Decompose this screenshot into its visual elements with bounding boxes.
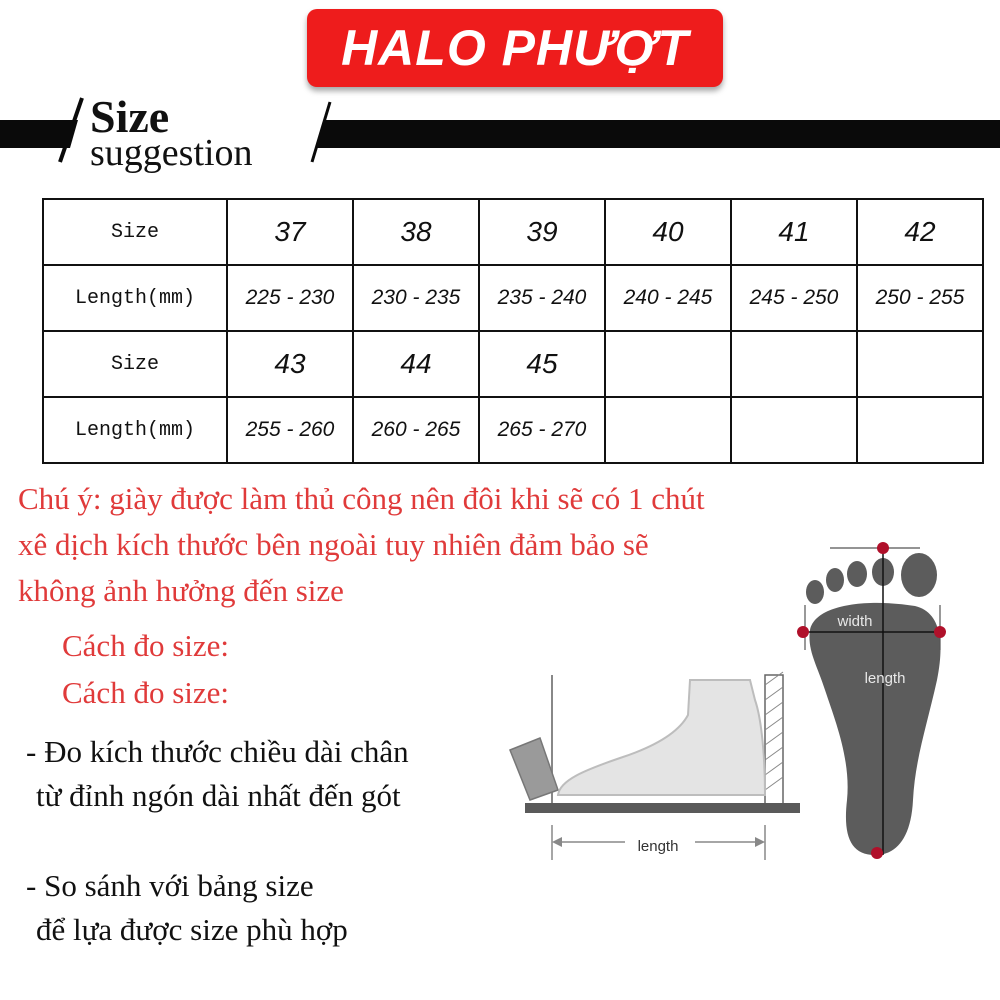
length-cell: 245 - 250 [731, 265, 857, 331]
length-cell: 230 - 235 [353, 265, 479, 331]
size-cell [731, 331, 857, 397]
length-cell [605, 397, 731, 463]
instruction-line: - Đo kích thước chiều dài chân [26, 734, 409, 769]
size-cell: 43 [227, 331, 353, 397]
size-suggestion-title [90, 91, 253, 174]
length-label-cell: Length(mm) [43, 265, 227, 331]
side-length-label: length [637, 838, 679, 855]
how-to-measure-heading: Cách đo size: [62, 628, 230, 663]
size-cell: 38 [353, 199, 479, 265]
instruction-step-2 [26, 864, 348, 952]
length-cell: 250 - 255 [857, 265, 983, 331]
instruction-line: từ đỉnh ngón dài nhất đến gót [36, 778, 401, 813]
size-cell: 44 [353, 331, 479, 397]
size-cell: 41 [731, 199, 857, 265]
how-to-measure-heading-repeat: Cách đo size: [62, 675, 230, 710]
length-label-cell: Length(mm) [43, 397, 227, 463]
table-row-sizes-1 [43, 199, 983, 265]
instruction-line: để lựa được size phù hợp [36, 912, 348, 947]
table-row-lengths-1 [43, 265, 983, 331]
length-cell: 235 - 240 [479, 265, 605, 331]
size-cell: 39 [479, 199, 605, 265]
instruction-line: - So sánh với bảng size [26, 868, 314, 903]
length-cell: 255 - 260 [227, 397, 353, 463]
instruction-step-1 [26, 730, 409, 818]
size-cell: 37 [227, 199, 353, 265]
sole-width-label: width [837, 613, 873, 630]
note-line: Chú ý: giày được làm thủ công nên đôi khi sẽ có 1 chút [18, 481, 705, 516]
banner-title-size: Size [90, 91, 170, 142]
size-cell [605, 331, 731, 397]
size-cell: 42 [857, 199, 983, 265]
length-cell: 260 - 265 [353, 397, 479, 463]
foot-sole-diagram [795, 540, 955, 870]
length-cell [731, 397, 857, 463]
table-row-sizes-2 [43, 331, 983, 397]
size-cell: 40 [605, 199, 731, 265]
size-label-cell: Size [43, 331, 227, 397]
brand-banner [307, 9, 723, 87]
handmade-note [18, 476, 858, 614]
table-row-lengths-2 [43, 397, 983, 463]
brand-title: HALO PHƯỢT [341, 20, 689, 76]
length-cell: 240 - 245 [605, 265, 731, 331]
foot-side-view-diagram [500, 660, 800, 870]
length-cell [857, 397, 983, 463]
sole-length-label: length [864, 670, 906, 687]
note-line: không ảnh hưởng đến size [18, 573, 344, 608]
length-cell: 225 - 230 [227, 265, 353, 331]
banner-title-suggestion: suggestion [90, 132, 253, 174]
size-cell: 45 [479, 331, 605, 397]
size-chart-table [42, 198, 984, 464]
size-label-cell: Size [43, 199, 227, 265]
length-cell: 265 - 270 [479, 397, 605, 463]
note-line: xê dịch kích thước bên ngoài tuy nhiên đảm bảo sẽ [18, 527, 649, 562]
size-cell [857, 331, 983, 397]
